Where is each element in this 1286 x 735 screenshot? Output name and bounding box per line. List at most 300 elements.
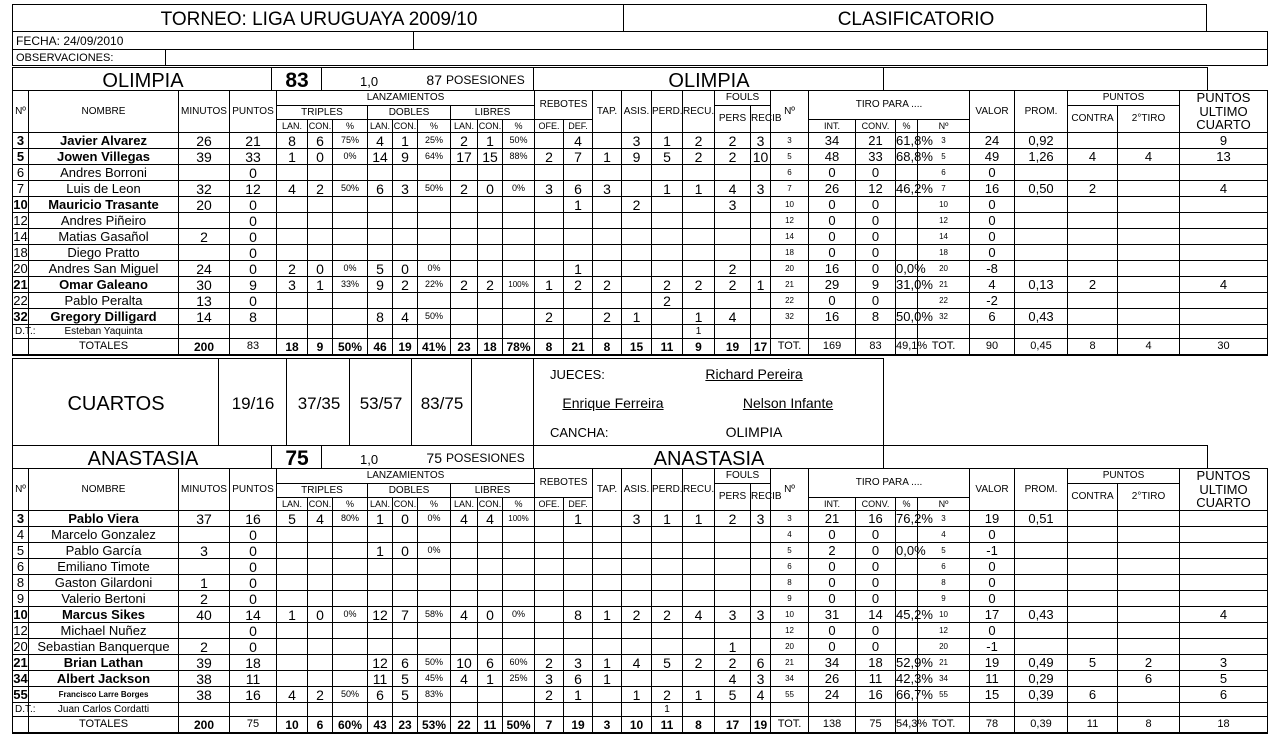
possessions-count: 87 [426, 72, 442, 88]
coach-blank [856, 703, 896, 717]
points-second-shot [1118, 639, 1180, 655]
coach-blank [970, 703, 1015, 717]
shots-conv: 0 [856, 197, 896, 213]
doubles-attempted: 6 [368, 687, 393, 703]
blocks [593, 511, 622, 527]
doubles-attempted: 11 [368, 671, 393, 687]
total-int: 138 [809, 717, 856, 734]
triples-made: 0 [308, 607, 333, 623]
points-contra [1068, 165, 1118, 181]
shots-pct: 0,0% [896, 261, 926, 276]
player-name: Albert Jackson [29, 671, 179, 687]
rebounds-def: 1 [564, 261, 593, 277]
header-pct: % [503, 498, 535, 511]
frees-attempted [451, 261, 478, 277]
coach-blank [478, 325, 503, 339]
shots-pct: 52,9% [896, 655, 933, 670]
points-contra: 5 [1068, 655, 1118, 671]
total-l-con: 11 [478, 717, 503, 734]
player-name: Omar Galeano [29, 277, 179, 293]
doubles-pct [418, 229, 451, 245]
header-pct-2: % [896, 498, 918, 511]
player-valor: 0 [970, 527, 1015, 543]
coach-blank [809, 325, 856, 339]
player-points: 21 [230, 133, 277, 149]
player-valor: 0 [970, 559, 1015, 575]
shots-int: 0 [809, 527, 856, 543]
doubles-pct [418, 591, 451, 607]
total-t-con: 9 [308, 339, 333, 356]
total-valor: 90 [970, 339, 1015, 356]
rebounds-off [535, 527, 564, 543]
shots-int: 26 [809, 671, 856, 687]
team-score: 83 [285, 69, 309, 92]
points-second-shot [1118, 559, 1180, 575]
steals [683, 559, 715, 575]
blocks [593, 687, 622, 703]
coach-blank [418, 325, 451, 339]
shots-conv: 8 [856, 309, 896, 325]
header-recib: RECIB [751, 106, 771, 133]
player-row [13, 133, 1268, 149]
triples-attempted [277, 293, 308, 309]
shots-int: 24 [809, 687, 856, 703]
frees-attempted [451, 543, 478, 559]
player-name: Gaston Gilardoni [29, 575, 179, 591]
triples-pct [333, 623, 368, 639]
header-con: CON. [393, 498, 417, 509]
doubles-attempted: 14 [368, 149, 393, 165]
doubles-pct [418, 245, 451, 261]
coach-blank [393, 325, 418, 339]
player-points: 11 [230, 671, 277, 687]
total-label-2: TOT. [771, 339, 809, 356]
player-number-3: 8 [918, 575, 970, 591]
total-l-lan: 22 [451, 717, 478, 734]
frees-pct: 0% [503, 607, 535, 623]
player-row [13, 543, 1268, 559]
team-score-cell [271, 445, 322, 469]
fouls-personal: 1 [715, 639, 751, 655]
frees-made [478, 261, 503, 277]
totals-row [13, 339, 1268, 356]
frees-attempted [451, 591, 478, 607]
player-valor: 0 [970, 229, 1015, 245]
player-number-2: 12 [771, 623, 809, 639]
doubles-made: 0 [393, 543, 418, 559]
fouls-received [751, 261, 771, 277]
player-number: 18 [13, 245, 28, 260]
coach-blank [1180, 703, 1268, 717]
rebounds-off: 2 [535, 655, 564, 671]
doubles-made: 4 [393, 309, 418, 325]
frees-pct [503, 575, 535, 591]
player-number-2: 6 [771, 559, 809, 575]
player-points: 12 [230, 181, 277, 197]
player-row [13, 197, 1268, 213]
frees-made [478, 575, 503, 591]
player-number: 32 [13, 309, 28, 324]
frees-pct [503, 261, 535, 277]
coach-blank [1068, 703, 1118, 717]
triples-attempted [277, 575, 308, 591]
points-last-quarter [1180, 261, 1268, 277]
turnovers [652, 245, 683, 261]
turnovers: 2 [652, 687, 683, 703]
frees-attempted [451, 293, 478, 309]
turnovers: 1 [652, 511, 683, 527]
player-number-3: 21 [918, 277, 970, 293]
header-last-quarter [1180, 469, 1268, 511]
fouls-personal: 4 [715, 671, 751, 687]
steals: 2 [683, 133, 715, 149]
doubles-pct: 25% [418, 133, 451, 149]
doubles-attempted [368, 575, 393, 591]
shots-conv: 11 [856, 671, 896, 687]
triples-attempted [277, 639, 308, 655]
frees-made: 1 [478, 133, 503, 149]
doubles-pct: 50% [418, 655, 451, 671]
turnovers: 1 [652, 181, 683, 197]
player-valor: 15 [970, 687, 1015, 703]
fouls-received: 10 [751, 149, 771, 165]
shots-conv: 0 [856, 543, 896, 559]
total-minutes: 200 [179, 717, 230, 734]
doubles-attempted [368, 623, 393, 639]
header-conv: CONV. [856, 120, 896, 133]
points-contra [1068, 639, 1118, 655]
triples-attempted: 3 [277, 277, 308, 293]
observations-cell [12, 49, 166, 66]
triples-pct [333, 245, 368, 261]
observations-label: OBSERVACIONES: [16, 52, 114, 64]
player-number: 21 [13, 277, 28, 292]
points-last-quarter [1180, 639, 1268, 655]
player-points: 18 [230, 655, 277, 671]
player-prom [1015, 575, 1068, 591]
points-contra [1068, 229, 1118, 245]
player-name: Diego Pratto [29, 245, 179, 261]
rebounds-off [535, 293, 564, 309]
player-row [13, 149, 1268, 165]
header-lan: LAN. [451, 120, 478, 133]
coach-recu [683, 703, 715, 717]
player-prom [1015, 543, 1068, 559]
shots-conv: 0 [856, 527, 896, 543]
header-def: DEF. [564, 498, 593, 511]
header-conv: CONV. [856, 498, 896, 511]
coach-blank [277, 325, 308, 339]
team-name-cell [12, 67, 272, 91]
frees-made [478, 245, 503, 261]
coach-blank [1015, 325, 1068, 339]
quarter-2-cell [286, 358, 350, 446]
rebounds-def [564, 559, 593, 575]
frees-attempted: 10 [451, 655, 478, 671]
player-valor: 16 [970, 181, 1015, 197]
total-contra: 11 [1068, 717, 1118, 734]
assists [622, 671, 652, 687]
frees-attempted [451, 623, 478, 639]
points-last-quarter [1180, 511, 1268, 527]
player-number-3: 20 [918, 639, 970, 655]
shots-pct [896, 245, 918, 261]
player-name: Andres San Miguel [29, 261, 179, 277]
player-minutes: 37 [179, 511, 230, 527]
player-points: 0 [230, 197, 277, 213]
fouls-personal: 2 [715, 277, 751, 293]
player-minutes: 14 [179, 309, 230, 325]
doubles-attempted [368, 591, 393, 607]
fouls-personal: 2 [715, 511, 751, 527]
coach-blank [230, 703, 277, 717]
rebounds-off [535, 133, 564, 149]
possessions-count: 75 [426, 450, 442, 466]
points-second-shot [1118, 277, 1180, 293]
assists [622, 213, 652, 229]
player-points: 0 [230, 575, 277, 591]
player-row [13, 277, 1268, 293]
rebounds-off [535, 213, 564, 229]
points-contra [1068, 309, 1118, 325]
triples-made [308, 309, 333, 325]
header-shots: LANZAMIENTOS [277, 91, 535, 106]
triples-pct [333, 543, 368, 559]
points-second-shot [1118, 293, 1180, 309]
fouls-personal: 2 [715, 261, 751, 277]
frees-made [478, 229, 503, 245]
rebounds-off: 2 [535, 149, 564, 165]
coach-blank [451, 703, 478, 717]
points-contra [1068, 133, 1118, 149]
possessions-label: POSESIONES [446, 451, 525, 465]
total-l-pct: 78% [503, 339, 535, 356]
header-lan: LAN. [368, 120, 393, 133]
assists [622, 277, 652, 293]
coach-blank [896, 703, 918, 717]
player-minutes: 13 [179, 293, 230, 309]
doubles-made: 0 [393, 261, 418, 277]
phase-title: CLASIFICATORIO [837, 9, 995, 30]
header-frees: LIBRES [451, 484, 535, 498]
player-number-2: 20 [771, 261, 809, 277]
total-t-con: 6 [308, 717, 333, 734]
frees-pct [503, 639, 535, 655]
doubles-pct: 50% [418, 309, 451, 325]
total-perd: 11 [652, 717, 683, 734]
frees-made: 0 [478, 181, 503, 197]
player-number-3: 34 [918, 671, 970, 687]
header-ofe: OFE. [535, 498, 564, 511]
turnovers [652, 543, 683, 559]
player-number-2: 18 [771, 245, 809, 261]
points-contra [1068, 197, 1118, 213]
shots-pct: 0,0% [896, 543, 926, 558]
player-number: 10 [13, 607, 28, 622]
player-row [13, 559, 1268, 575]
triples-attempted: 1 [277, 149, 308, 165]
player-name: Brian Lathan [29, 655, 179, 671]
frees-pct: 50% [503, 133, 535, 149]
points-last-quarter: 4 [1180, 607, 1268, 623]
shots-pct [896, 527, 918, 543]
player-prom: 0,43 [1015, 607, 1068, 623]
player-number-3: 6 [918, 165, 970, 181]
last-quarter-line-1: PUNTOS [1196, 90, 1251, 106]
shots-conv: 0 [856, 559, 896, 575]
points-last-quarter: 4 [1180, 277, 1268, 293]
blocks [593, 591, 622, 607]
header-int: INT. [809, 120, 856, 133]
player-minutes: 39 [179, 655, 230, 671]
points-last-quarter: 13 [1180, 149, 1268, 165]
blocks [593, 527, 622, 543]
total-int: 169 [809, 339, 856, 356]
doubles-made: 6 [393, 655, 418, 671]
player-number-2: 34 [771, 671, 809, 687]
frees-made [478, 527, 503, 543]
doubles-attempted [368, 293, 393, 309]
doubles-made [393, 197, 418, 213]
header-doubles: DOBLES [368, 106, 451, 120]
points-last-quarter [1180, 229, 1268, 245]
steals: 2 [683, 655, 715, 671]
player-number-2: 7 [771, 181, 809, 197]
officials-cell [533, 358, 884, 446]
header-pct: % [333, 498, 368, 511]
doubles-made [393, 165, 418, 181]
total-last-quarter: 18 [1180, 717, 1268, 734]
total-label-3: TOT. [918, 717, 970, 734]
shots-pct: 66,7% [896, 687, 933, 702]
turnovers: 2 [652, 293, 683, 309]
player-number-2: 21 [771, 655, 809, 671]
rebounds-def [564, 639, 593, 655]
points-second-shot [1118, 309, 1180, 325]
player-prom [1015, 229, 1068, 245]
player-valor: 0 [970, 623, 1015, 639]
header-fouls: FOULS [715, 91, 771, 106]
header-valor: VALOR [970, 469, 1015, 511]
player-minutes [179, 165, 230, 181]
fouls-personal: 4 [715, 181, 751, 197]
triples-made [308, 591, 333, 607]
triples-made [308, 165, 333, 181]
player-points: 0 [230, 591, 277, 607]
fouls-personal: 2 [715, 133, 751, 149]
player-minutes [179, 245, 230, 261]
triples-pct [333, 591, 368, 607]
blocks [593, 245, 622, 261]
frees-made [478, 213, 503, 229]
judge-1: Richard Pereira [705, 366, 803, 382]
player-points: 0 [230, 559, 277, 575]
turnovers [652, 591, 683, 607]
team-blank-cell [883, 445, 1208, 469]
fouls-personal [715, 213, 751, 229]
player-name: Valerio Bertoni [29, 591, 179, 607]
points-second-shot [1118, 165, 1180, 181]
coach-blank [970, 325, 1015, 339]
player-points: 14 [230, 607, 277, 623]
player-number: 12 [13, 623, 28, 638]
turnovers: 1 [652, 133, 683, 149]
turnovers [652, 639, 683, 655]
player-row [13, 687, 1268, 703]
triples-attempted [277, 527, 308, 543]
fouls-received: 3 [751, 671, 771, 687]
fouls-personal [715, 543, 751, 559]
player-number-3: 9 [918, 591, 970, 607]
triples-made [308, 655, 333, 671]
quarter-1-cell [218, 358, 287, 446]
player-prom: 0,39 [1015, 687, 1068, 703]
coach-blank [751, 703, 771, 717]
header-points: PUNTOS [230, 91, 277, 133]
steals [683, 639, 715, 655]
player-number: 7 [13, 181, 29, 197]
doubles-pct [418, 559, 451, 575]
player-number: 12 [13, 213, 28, 228]
turnovers [652, 623, 683, 639]
player-number-2: 4 [771, 527, 809, 543]
total-l-con: 18 [478, 339, 503, 356]
frees-attempted [451, 309, 478, 325]
points-contra [1068, 559, 1118, 575]
triples-attempted: 1 [277, 607, 308, 623]
shots-conv: 0 [856, 575, 896, 591]
shots-pct [896, 623, 918, 639]
player-number-2: 22 [771, 293, 809, 309]
turnovers [652, 229, 683, 245]
team-name: OLIMPIA [102, 70, 184, 92]
points-second-shot [1118, 261, 1180, 277]
player-number-3: 12 [918, 623, 970, 639]
player-valor: 4 [970, 277, 1015, 293]
triples-attempted [277, 591, 308, 607]
frees-made [478, 309, 503, 325]
coach-row [13, 703, 1268, 717]
shots-int: 0 [809, 245, 856, 261]
header-con: CON. [393, 120, 417, 131]
team-name: ANASTASIA [87, 448, 199, 470]
frees-pct [503, 687, 535, 703]
player-name: Pablo Peralta [29, 293, 179, 309]
header-num-2: Nº [771, 469, 809, 511]
blocks [593, 559, 622, 575]
player-prom [1015, 527, 1068, 543]
steals [683, 197, 715, 213]
triples-made [308, 543, 333, 559]
turnovers [652, 197, 683, 213]
quarter-4-score: 83/75 [420, 394, 464, 413]
fouls-personal [715, 293, 751, 309]
total-label-2: TOT. [771, 717, 809, 734]
total-d-lan: 43 [368, 717, 393, 734]
shots-conv: 0 [856, 623, 896, 639]
header-shot-for: TIRO PARA .... [809, 91, 970, 120]
rebounds-off [535, 511, 564, 527]
player-valor: 17 [970, 607, 1015, 623]
fouls-personal: 2 [715, 149, 751, 165]
player-number-3: 10 [918, 607, 970, 623]
turnovers [652, 309, 683, 325]
judge-3: Nelson Infante [742, 395, 834, 411]
points-second-shot [1118, 623, 1180, 639]
shots-conv: 16 [856, 687, 896, 703]
total-prom: 0,45 [1015, 339, 1068, 356]
player-prom [1015, 213, 1068, 229]
